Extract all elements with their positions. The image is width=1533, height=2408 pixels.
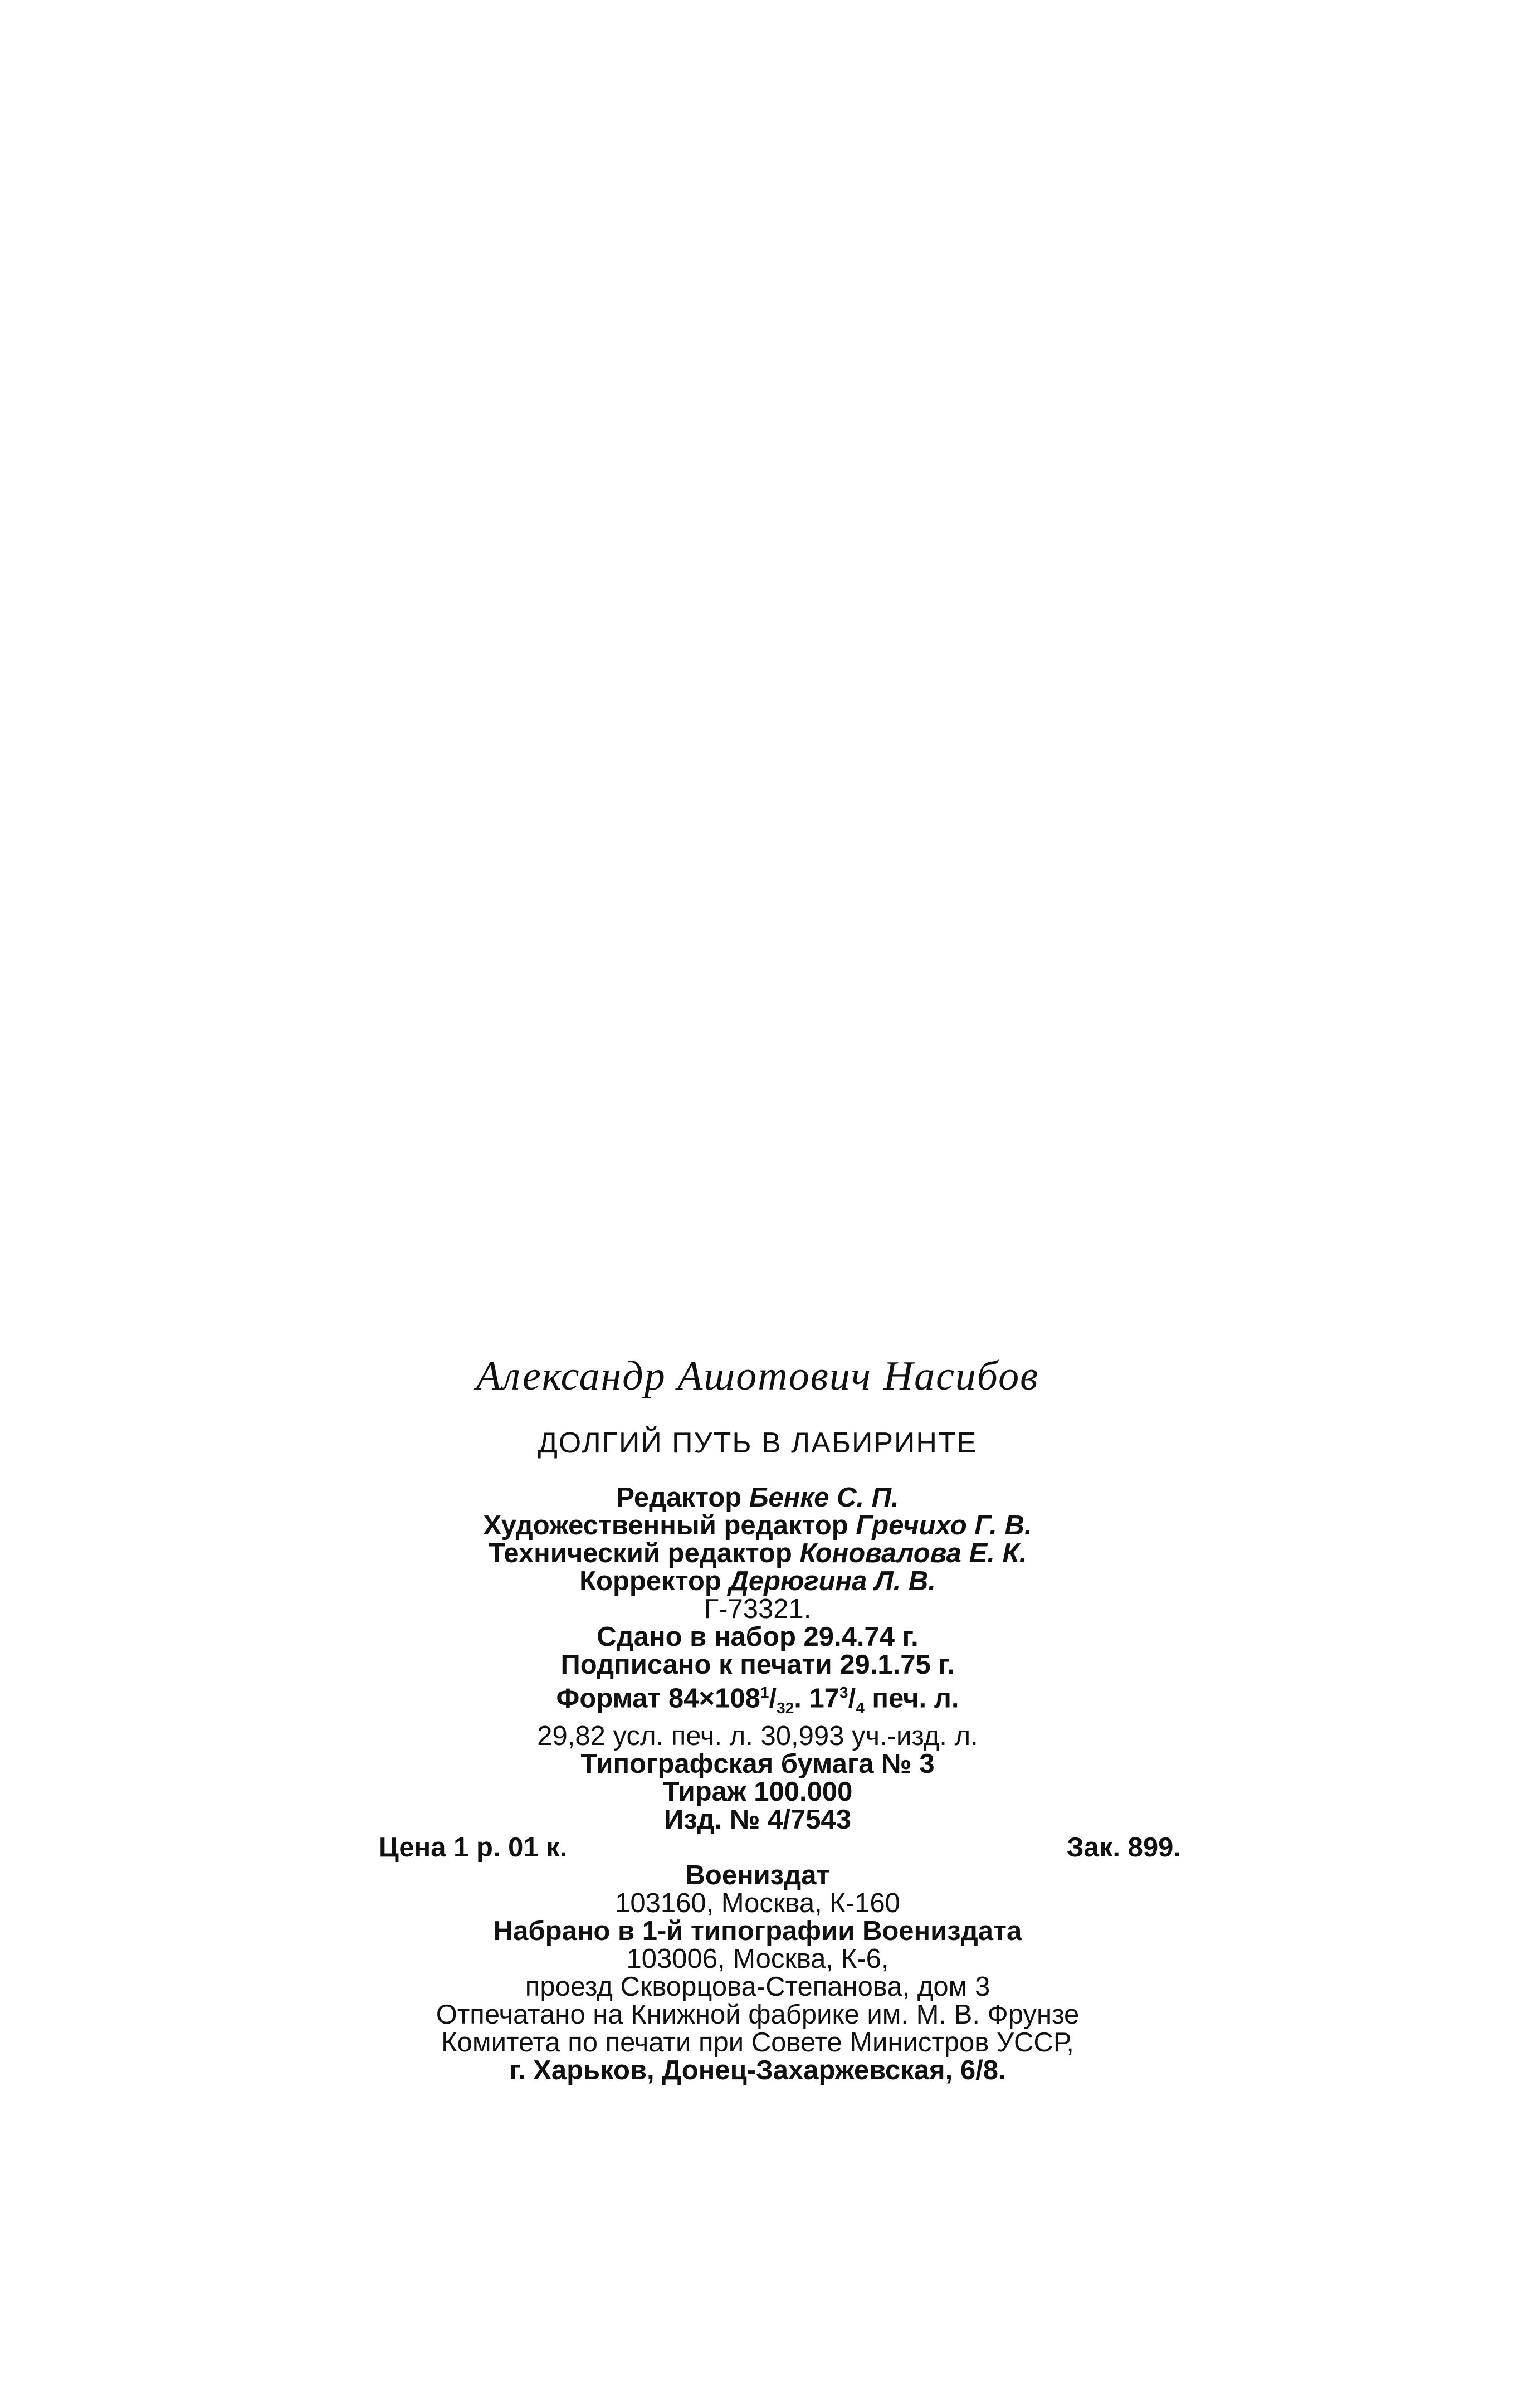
staff-role: Художественный редактор bbox=[483, 1510, 848, 1541]
book-title: ДОЛГИЙ ПУТЬ В ЛАБИРИНТЕ bbox=[538, 1427, 978, 1459]
staff-proofreader bbox=[312, 1567, 1203, 1595]
price: Цена 1 р. 01 к. bbox=[379, 1832, 568, 1863]
publisher-address: 103160, Москва, К-160 bbox=[615, 1888, 900, 1919]
catalog-code: Г-73321. bbox=[704, 1594, 812, 1624]
format-sheets-den: 4 bbox=[856, 1699, 865, 1717]
staff-role: Корректор bbox=[579, 1566, 721, 1596]
staff-name: Гречихо Г. В. bbox=[856, 1510, 1032, 1541]
signed-date: Подписано к печати 29.1.75 г. bbox=[560, 1650, 955, 1680]
order-number: Зак. 899. bbox=[1066, 1832, 1181, 1863]
paper-type: Типографская бумага № 3 bbox=[580, 1749, 935, 1780]
edition-number: Изд. № 4/7543 bbox=[663, 1805, 851, 1835]
typeset-date: Сдано в набор 29.4.74 г. bbox=[597, 1622, 919, 1652]
staff-role: Редактор bbox=[616, 1483, 742, 1513]
printed-at-3: г. Харьков, Донец-Захаржевская, 6/8. bbox=[509, 2055, 1006, 2086]
format-line: Формат $84\times 108^1/_{32}$. $17^3/_4$ печ. л. bbox=[556, 1683, 959, 1717]
staff-name: Дерюгина Л. В. bbox=[729, 1566, 936, 1596]
sheets-line: 29,82 усл. печ. л. 30,993 уч.-изд. л. bbox=[537, 1721, 978, 1752]
staff-art-editor bbox=[312, 1512, 1203, 1539]
format-sheets-suffix: печ. л. bbox=[864, 1683, 959, 1714]
format-sheets-num: 3 bbox=[839, 1684, 848, 1701]
staff-role: Технический редактор bbox=[488, 1538, 792, 1568]
staff-name: Бенке С. П. bbox=[749, 1483, 899, 1513]
price-order-row bbox=[312, 1834, 1203, 1861]
staff-tech-editor bbox=[312, 1539, 1203, 1567]
typeset-address-1: 103006, Москва, К-6, bbox=[626, 1944, 889, 1975]
format-fraction-den: 32 bbox=[777, 1699, 794, 1717]
typeset-at: Набрано в 1-й типографии Воениздата bbox=[493, 1916, 1022, 1947]
imprint-block bbox=[312, 1351, 1203, 2084]
staff-name: Коновалова Е. К. bbox=[799, 1538, 1027, 1568]
print-run: Тираж 100.000 bbox=[662, 1777, 853, 1807]
format-prefix: Формат 84×108 bbox=[556, 1683, 760, 1714]
publisher: Воениздат bbox=[685, 1860, 830, 1891]
printed-at-1: Отпечатано на Книжной фабрике им. М. В. Фрунзе bbox=[436, 2000, 1080, 2030]
typeset-address-2: проезд Скворцова-Степанова, дом 3 bbox=[525, 1972, 990, 2002]
staff-editor bbox=[312, 1484, 1203, 1512]
format-fraction-num: 1 bbox=[760, 1684, 769, 1701]
printed-at-2: Комитета по печати при Совете Министров УССР, bbox=[441, 2027, 1074, 2058]
author-name: Александр Ашотович Насибов bbox=[476, 1353, 1039, 1399]
format-sheets-whole: . 17 bbox=[794, 1683, 840, 1714]
